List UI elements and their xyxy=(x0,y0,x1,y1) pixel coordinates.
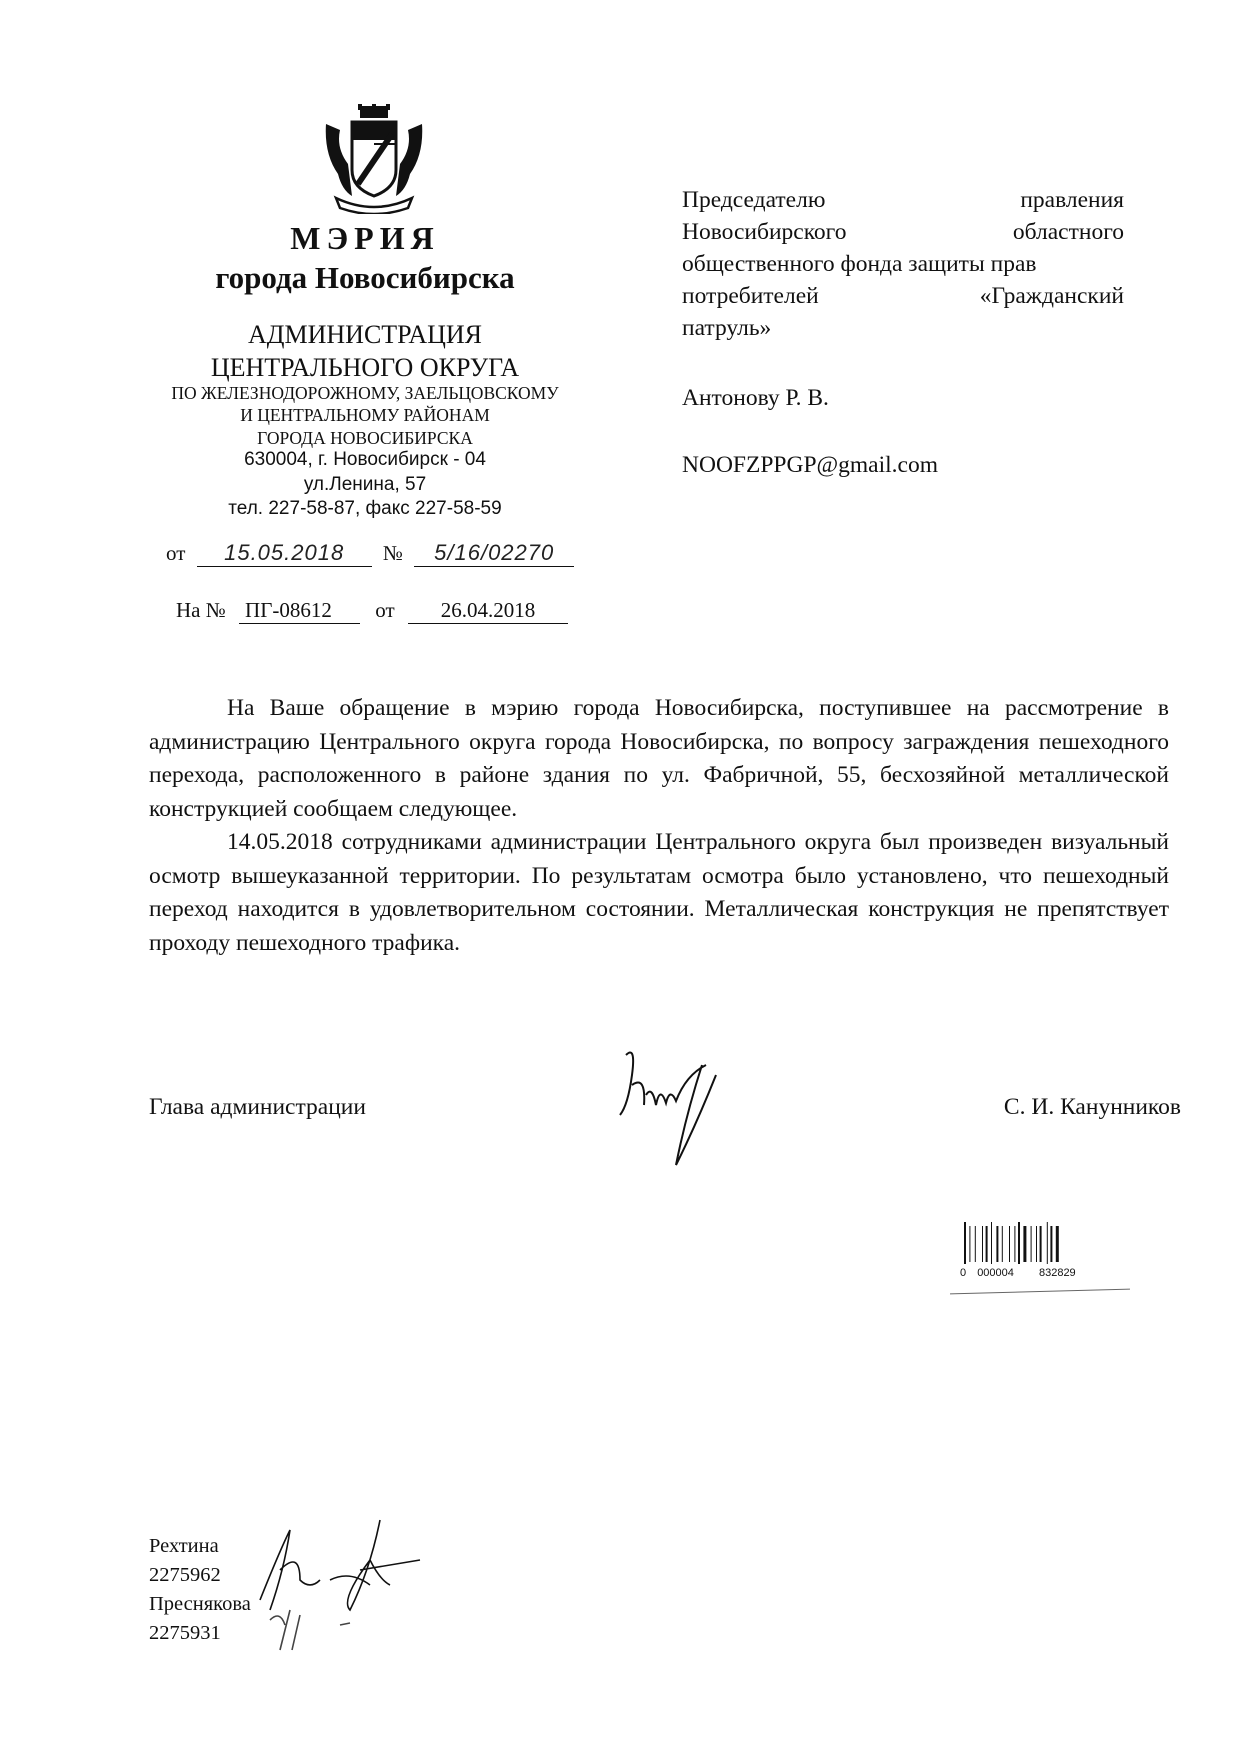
outgoing-reg-row xyxy=(166,540,574,567)
coat-of-arms-emblem xyxy=(322,104,426,214)
body-paragraph: На Ваше обращение в мэрию города Новосибирска, поступившее на рассмотрение в администрацию Центрального округа города Новосибирска, по вопросу заграждения пешеходного перехода, расположенного в районе здания по ул. Фабричной, 55, бесхозяйной металлической конструкцией сообщаем следующее. xyxy=(149,695,1169,822)
barcode-bar xyxy=(1031,1226,1032,1262)
barcode-digits: 000004 xyxy=(977,1267,1014,1279)
addressee-line: Новосибирского xyxy=(682,219,847,245)
reference-from-label: от xyxy=(375,598,395,622)
barcode xyxy=(960,1222,1130,1292)
addressee-line: правления xyxy=(1020,187,1124,213)
executor-phone: 2275962 xyxy=(149,1564,221,1586)
barcode-bar xyxy=(1002,1226,1003,1262)
addressee-block xyxy=(682,184,1124,481)
outgoing-date: 15.05.2018 xyxy=(197,540,372,567)
barcode-bar xyxy=(996,1226,998,1262)
barcode-bar xyxy=(1018,1222,1020,1264)
addressee-email[interactable]: NOOFZPPGP@gmail.com xyxy=(682,452,939,478)
barcode-bar xyxy=(964,1222,966,1264)
barcode-digits: 0 xyxy=(960,1267,967,1279)
barcode-bar xyxy=(986,1226,988,1262)
executor-name: Преснякова xyxy=(149,1593,251,1615)
addressee-line: патруль» xyxy=(682,315,772,341)
reference-date: 26.04.2018 xyxy=(408,598,568,624)
mayor-office-title: МЭРИЯ xyxy=(290,220,440,256)
executors-block xyxy=(149,1532,251,1648)
barcode-bar xyxy=(991,1222,992,1264)
addressee-line: Председателю xyxy=(682,187,826,213)
outgoing-number: 5/16/02270 xyxy=(414,540,574,567)
signer-position: Глава администрации xyxy=(149,1094,366,1120)
barcode-digits: 832829 xyxy=(1038,1267,1076,1279)
addressee-line: потребителей xyxy=(682,283,819,309)
address-line2: ул.Ленина, 57 xyxy=(303,474,427,495)
reference-number: ПГ-08612 xyxy=(239,598,360,624)
barcode-bar xyxy=(1014,1226,1015,1262)
handwritten-signature xyxy=(606,1035,766,1175)
body-paragraph: 14.05.2018 сотрудниками администрации Центрального округа был произведен визуальный осмотр вышеуказанной территории. По результатам осмотра было установлено, что пешеходный переход находится в удовлетворительном состоянии. Металлическая конструкция не препятствует проходу пешеходного трафика. xyxy=(149,829,1169,956)
city-title: города Новосибирска xyxy=(215,260,515,295)
districts-line2: И ЦЕНТРАЛЬНОМУ РАЙОНАМ xyxy=(240,405,490,425)
admin-title-line1: АДМИНИСТРАЦИЯ xyxy=(248,320,482,349)
address-line1: 630004, г. Новосибирск - 04 xyxy=(244,449,486,470)
barcode-bar xyxy=(969,1226,970,1262)
barcode-bar xyxy=(1009,1226,1010,1262)
addressee-line: «Гражданский xyxy=(979,283,1124,309)
reference-label: На № xyxy=(176,598,226,622)
number-label: № xyxy=(382,541,403,565)
addressee-line: областного xyxy=(1012,219,1124,245)
divider-line xyxy=(950,1289,1130,1295)
barcode-bar xyxy=(1036,1226,1037,1262)
letter-body xyxy=(149,692,1169,960)
barcode-bar xyxy=(1056,1226,1059,1262)
barcode-bar xyxy=(975,1226,976,1262)
executor-signatures xyxy=(240,1510,440,1660)
barcode-bar xyxy=(1023,1226,1026,1262)
barcode-bars xyxy=(960,1222,1100,1264)
reference-row xyxy=(176,598,568,624)
barcode-bar xyxy=(1047,1222,1048,1264)
phone-fax: тел. 227-58-87, факс 227-58-59 xyxy=(228,498,502,519)
addressee-line: общественного фонда защиты прав xyxy=(682,251,1037,277)
barcode-bar xyxy=(982,1226,983,1262)
signer-name: С. И. Канунников xyxy=(1003,1094,1181,1120)
barcode-bar xyxy=(1050,1226,1052,1262)
admin-title-line2: ЦЕНТРАЛЬНОГО ОКРУГА xyxy=(210,353,520,382)
barcode-bar xyxy=(1040,1226,1042,1262)
addressee-name: Антонову Р. В. xyxy=(682,385,829,411)
executor-phone: 2275931 xyxy=(149,1622,221,1644)
districts-line1: ПО ЖЕЛЕЗНОДОРОЖНОМУ, ЗАЕЛЬЦОВСКОМУ xyxy=(171,383,559,403)
from-label: от xyxy=(166,541,186,565)
districts-line3: ГОРОДА НОВОСИБИРСКА xyxy=(257,428,473,448)
executor-name: Рехтина xyxy=(149,1535,219,1557)
